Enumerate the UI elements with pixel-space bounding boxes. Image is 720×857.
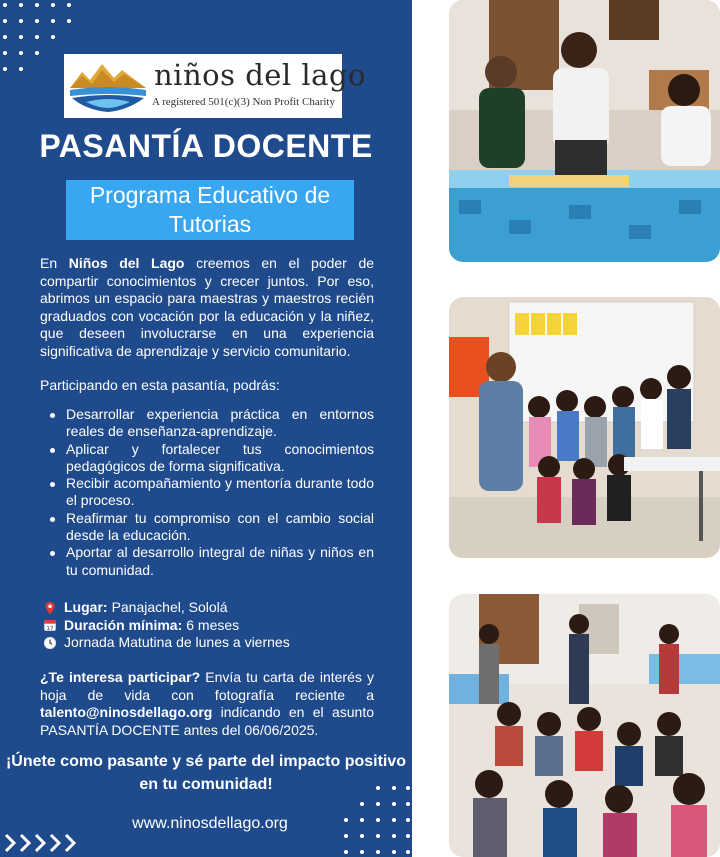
logo-title: niños del lago — [154, 58, 366, 92]
program-subtitle: Programa Educativo de Tutorias — [66, 180, 354, 240]
details — [42, 599, 290, 652]
photo-children-floor — [449, 594, 720, 857]
list-item: Desarrollar experiencia práctica en entornos reales de enseñanza-aprendizaje. — [48, 406, 374, 441]
application-instructions: ¿Te interesa participar? Envía tu carta de interés y hoja de vida con fotografía reciente a talento@ninosdellago.org indicando en el asunto PASANTÍA DOCENTE antes del 06/06/2025. — [40, 669, 374, 738]
location-row: Lugar: Panajachel, Sololá — [42, 599, 290, 617]
page-title: PASANTÍA DOCENTE — [39, 128, 373, 164]
photo-tutoring-table — [449, 0, 720, 262]
calendar-icon — [42, 618, 58, 632]
contact-email[interactable]: talento@ninosdellago.org — [40, 704, 213, 720]
closing-message: ¡Únete como pasante y sé parte del impacto positivo en tu comunidad! — [5, 753, 407, 793]
benefits-list — [48, 406, 374, 579]
logo-mark-icon — [68, 58, 148, 114]
logo — [64, 54, 366, 118]
org-name: Niños del Lago — [68, 255, 185, 271]
list-item: Reafirmar tu compromiso con el cambio social desde la educación. — [48, 510, 374, 545]
list-item: Aplicar y fortalecer tus conocimientos pedagógicos de forma significativa. — [48, 441, 374, 476]
benefits-lead: Participando en esta pasantía, podrás: — [40, 377, 280, 393]
list-item: Aportar al desarrollo integral de niñas y niños en tu comunidad. — [48, 544, 374, 579]
website-link[interactable]: www.ninosdellago.org — [132, 815, 288, 832]
photo-classroom-group — [449, 297, 720, 558]
duration-row: 17 Duración mínima: 6 meses — [42, 617, 290, 635]
chevron-right-icon — [4, 832, 84, 854]
logo-tagline: A registered 501(c)(3) Non Profit Charity — [152, 96, 335, 108]
schedule-row: Jornada Matutina de lunes a viernes — [42, 634, 290, 652]
clock-icon — [42, 636, 58, 650]
intro-paragraph: En Niños del Lago creemos en el poder de compartir conocimientos y crecer juntos. Por eso, abrimos un espacio para maestras y maestros recién graduados con vocación por la educación y la niñez, que deseen involucrarse en una experiencia significativa de aprendizaje y servicio comunitario. — [40, 255, 375, 359]
cta-question: ¿Te interesa participar? — [40, 669, 201, 685]
location-pin-icon — [42, 601, 58, 615]
list-item: Recibir acompañamiento y mentoría durante todo el proceso. — [48, 475, 374, 510]
svg-text:17: 17 — [46, 626, 54, 633]
